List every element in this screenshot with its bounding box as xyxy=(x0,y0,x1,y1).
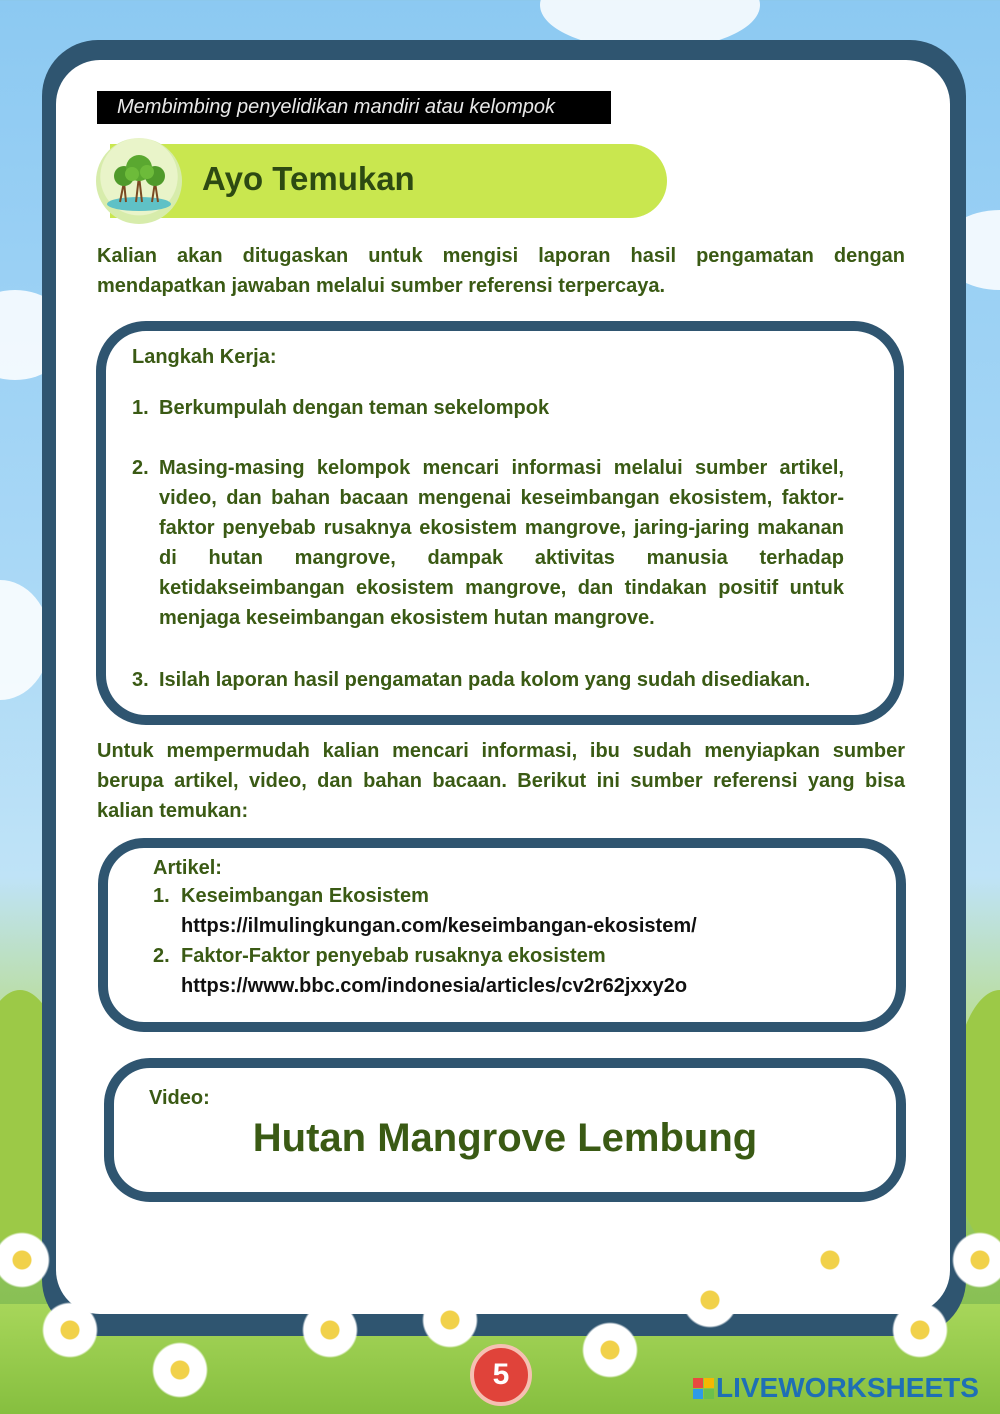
video-label: Video: xyxy=(149,1087,210,1109)
mangrove-icon xyxy=(96,138,182,224)
flower-decoration xyxy=(150,1340,210,1400)
liveworksheets-logo-icon xyxy=(693,1378,715,1400)
article-title: Faktor-Faktor penyebab rusaknya ekosistem xyxy=(181,945,606,967)
banner-tag: Membimbing penyelidikan mandiri atau kelompok xyxy=(97,91,611,124)
step-item xyxy=(132,393,844,423)
flower-decoration xyxy=(420,1290,480,1350)
step-text: Berkumpulah dengan teman sekelompok xyxy=(159,397,550,419)
intro-paragraph: Kalian akan ditugaskan untuk mengisi laporan hasil pengamatan dengan mendapatkan jawaban melalui sumber referensi terpercaya. xyxy=(97,245,905,297)
step-number: 1. xyxy=(132,397,149,419)
liveworksheets-brand[interactable]: LIVEWORKSHEETS xyxy=(716,1372,979,1403)
flower-decoration xyxy=(580,1320,640,1380)
article-number: 2. xyxy=(153,945,170,967)
sources-intro-paragraph: Untuk mempermudah kalian mencari informasi, ibu sudah menyiapkan sumber berupa artikel, video, dan bahan bacaan. Berikut ini sumber referensi yang bisa kalian temukan: xyxy=(97,740,905,822)
article-title: Keseimbangan Ekosistem xyxy=(181,885,429,907)
articles-label: Artikel: xyxy=(153,857,222,879)
flower-decoration xyxy=(800,1230,860,1290)
step-text: Masing-masing kelompok mencari informasi melalui sumber artikel, video, dan bahan bacaan mengenai keseimbangan ekosistem, faktor-faktor penyebab rusaknya ekosistem mangrove, jaring-jaring makanan di hutan mangrove, dampak aktivitas manusia terhadap ketidakseimbangan ekosistem mangrove, dan tindakan positif untuk menjaga keseimbangan ekosistem hutan mangrove. xyxy=(159,457,844,629)
flower-decoration xyxy=(40,1300,100,1360)
step-number: 3. xyxy=(132,669,149,691)
page-number-badge: 5 xyxy=(470,1344,532,1406)
article-link[interactable]: https://ilmulingkungan.com/keseimbangan-ekosistem/ xyxy=(181,915,697,937)
article-item xyxy=(153,881,697,941)
flower-decoration xyxy=(890,1300,950,1360)
step-item xyxy=(132,665,844,695)
section-title: Ayo Temukan xyxy=(202,160,415,197)
step-text: Isilah laporan hasil pengamatan pada kolom yang sudah disediakan. xyxy=(159,669,811,691)
article-item xyxy=(153,941,687,1001)
article-link[interactable]: https://www.bbc.com/indonesia/articles/cv2r62jxxy2o xyxy=(181,975,688,997)
flower-decoration xyxy=(300,1300,360,1360)
steps-label: Langkah Kerja: xyxy=(132,346,277,368)
video-title-link[interactable]: Hutan Mangrove Lembung xyxy=(252,1116,758,1160)
step-number: 2. xyxy=(132,457,149,479)
step-item xyxy=(132,453,844,633)
article-number: 1. xyxy=(153,885,170,907)
flower-decoration xyxy=(680,1270,740,1330)
